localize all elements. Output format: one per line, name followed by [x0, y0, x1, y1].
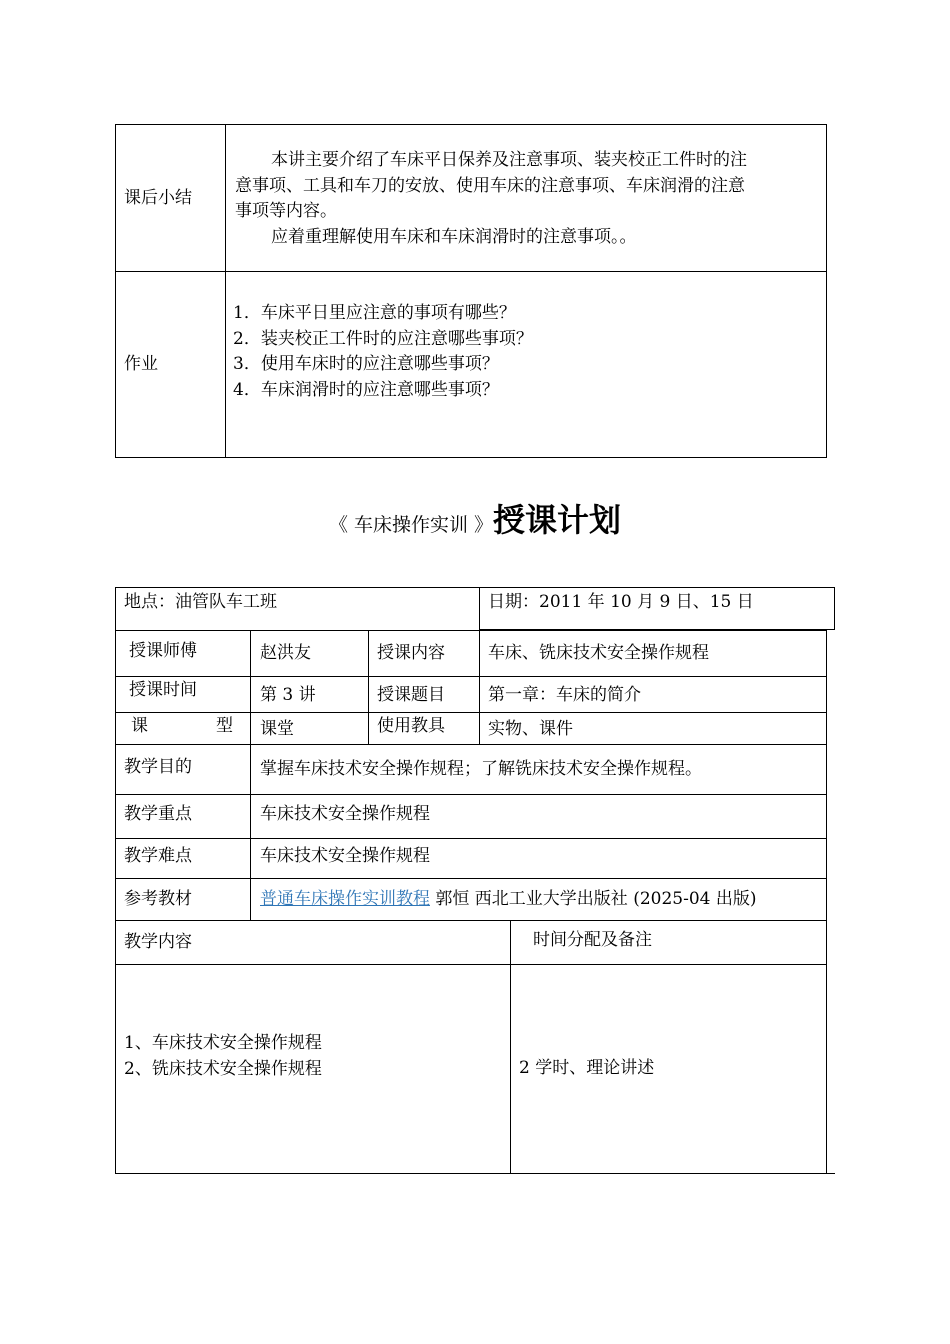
- reference-label: 参考教材: [124, 889, 192, 909]
- goal-value: 掌握车床技术安全操作规程；了解铣床技术安全操作规程。: [260, 759, 702, 779]
- type-label-part2: 型: [216, 716, 233, 736]
- reference-value: [260, 887, 757, 912]
- difficulty-value: 车床技术安全操作规程: [260, 846, 430, 866]
- summary-label: 课后小结: [124, 188, 192, 208]
- course-name: 《 车床操作实训 》: [328, 514, 494, 536]
- key-label: 教学重点: [124, 804, 192, 824]
- time-value: 第 3 讲: [260, 685, 316, 705]
- teacher-value: 赵洪友: [260, 643, 311, 663]
- location: 地点：油管队车工班: [124, 592, 277, 612]
- time-allocation-header: 时间分配及备注: [533, 930, 652, 950]
- date: 日期：2011 年 10 月 9 日、15 日: [488, 592, 754, 612]
- time-label: 授课时间: [129, 680, 197, 700]
- summary-line: 本讲主要介绍了车床平日保养及注意事项、装夹校正工件时的注: [271, 150, 747, 170]
- goal-label: 教学目的: [124, 757, 192, 777]
- type-label-part1: 课: [131, 716, 148, 736]
- content-value: 车床、铣床技术安全操作规程: [488, 643, 709, 663]
- type-value: 课堂: [260, 719, 294, 739]
- reference-book-link[interactable]: 普通车床操作实训教程: [260, 889, 430, 909]
- teaching-content-list: [124, 1031, 504, 1082]
- summary-line: 意事项、工具和车刀的安放、使用车床的注意事项、车床润滑的注意: [235, 175, 745, 196]
- summary-line: 事项等内容。: [235, 201, 337, 221]
- homework-item: 3．使用车床时的应注意哪些事项？: [233, 354, 499, 374]
- tools-value: 实物、课件: [488, 719, 573, 739]
- time-allocation-value: 2 学时、理论讲述: [519, 1058, 655, 1078]
- summary-line: 应着重理解使用车床和车床润滑时的注意事项。。: [271, 226, 637, 247]
- summary-text: [235, 148, 825, 250]
- homework-item: 2．装夹校正工件时的应注意哪些事项？: [233, 328, 533, 349]
- homework-label: 作业: [124, 354, 158, 374]
- tools-label: 使用教具: [377, 716, 445, 736]
- teaching-item: 2、铣床技术安全操作规程: [124, 1058, 322, 1079]
- homework-item: 1．车床平日里应注意的事项有哪些？: [233, 303, 516, 323]
- teacher-label: 授课师傅: [129, 641, 197, 661]
- topic-value: 第一章：车床的简介: [488, 685, 641, 705]
- key-value: 车床技术安全操作规程: [260, 804, 430, 824]
- topic-label: 授课题目: [377, 685, 445, 705]
- content-label: 授课内容: [377, 643, 445, 663]
- homework-list: [233, 301, 823, 403]
- teaching-item: 1、车床技术安全操作规程: [124, 1033, 322, 1053]
- reference-details: 郭恒 西北工业大学出版社 (2025-04 出版): [430, 889, 757, 909]
- homework-item: 4．车床润滑时的应注意哪些事项？: [233, 379, 499, 400]
- teaching-content-header: 教学内容: [124, 932, 192, 952]
- difficulty-label: 教学难点: [124, 846, 192, 866]
- plan-heading: 授课计划: [493, 501, 622, 539]
- page-title: [0, 496, 950, 544]
